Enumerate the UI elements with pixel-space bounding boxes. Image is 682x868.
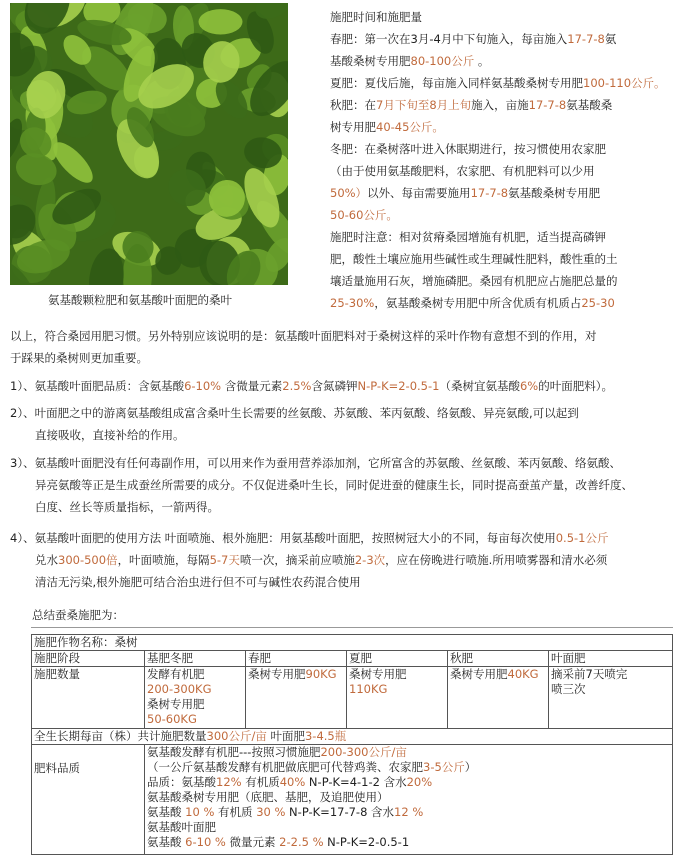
spring-line-1: 春肥：第一次在3月-4月中下旬施入，每亩施入17-7-8氨 [330,32,617,46]
autumn-line-1: 秋肥：在7月下旬至8月上旬施入，亩施17-7-8氨基酸桑 [330,98,613,112]
point-3: 3）、氨基酸叶面肥没有任何毒副作用，可以用来作为蚕用营养添加剂，它所富含的苏氨酸、丝氨酸、苯丙氨酸、络氨酸、 异亮氨酸等正是生成蚕丝所需要的成分。不仅促进桑叶生长，同时促进蚕的健康生长，同时提高蚕茧产量，改善纤度、 白度、丝长等质量指标，一箭两得。 [10,456,633,514]
fertilizer-summary-table [31,634,673,855]
total-cell: 全生长期每亩（株）共计施肥数量300公斤/亩 叶面肥3-4.5瓶 [32,729,673,745]
quality-label-cell: 肥料品质 [32,745,145,855]
stage-spring: 春肥 [246,651,347,667]
winter-amount-cell: 发酵有机肥 200-300KG 桑树专用肥 50-60KG [145,667,246,729]
intro-paragraph: 以上，符合桑园用肥习惯。另外特别应该说明的是：氨基酸叶面肥料对于桑树这样的采叶作物有意想不到的作用，对 于踩果的桑树则更加重要。 [10,329,597,365]
stage-foliar: 叶面肥 [549,651,673,667]
spring-amount-cell: 桑树专用肥90KG [246,667,347,729]
winter-line-1: 冬肥：在桑树落叶进入休眠期进行，按习惯使用农家肥 [330,142,606,156]
autumn-amount-cell: 桑树专用肥40KG [448,667,549,729]
note-line-3: 壤适量施用石灰，增施磷肥。桑园有机肥应占施肥总量的 [330,274,618,288]
note-line-4: 25-30%，氨基酸桑树专用肥中所含优质有机质占25-30 [330,296,615,310]
winter-line-2: （由于使用氨基酸肥料，农家肥、有机肥料可以少用 [330,164,595,178]
table-row [32,745,673,855]
quality-detail-cell: 氨基酸发酵有机肥---按照习惯施肥200-300公斤/亩 （一公斤氨基酸发酵有机肥做底肥可代替鸡粪、农家肥3-5公斤） 品质：氨基酸12% 有机质40% N-P-K=4-1-2 含水20% 氨基酸桑树专用肥（底肥、基肥，及追肥使用） 氨基酸 10 % 有机质 30 % N-P-K=17-7-8 含水12 % 氨基酸叶面肥 氨基酸 6-10 % 微量元素 2-2.5 % N-P-K=2-0.5-1 [145,745,673,855]
fertilization-schedule [330,6,675,314]
leaf-shape [199,9,243,34]
summary-title: 总结蚕桑施肥为： [32,608,124,622]
stage-label-cell: 施肥阶段 [32,651,145,667]
table-row [32,651,673,667]
stage-autumn: 秋肥 [448,651,549,667]
table-row [32,667,673,729]
stage-winter: 基肥冬肥 [145,651,246,667]
note-line-1: 施肥时注意：相对贫瘠桑园增施有机肥，适当提高磷钾 [330,230,606,244]
crop-name-cell: 施肥作物名称：桑树 [32,635,673,651]
amount-label-cell: 施肥数量 [32,667,145,729]
foliar-amount-cell: 摘采前7天喷完 喷三次 [549,667,673,729]
spring-line-2: 基酸桑树专用肥80-100公斤 。 [330,54,490,68]
photo-caption: 氨基酸颗粒肥和氨基酸叶面肥的桑叶 [48,293,232,307]
table-top-divider [31,627,673,634]
winter-line-4: 50-60公斤。 [330,208,398,222]
point-2: 2）、叶面肥之中的游离氨基酸组成富含桑叶生长需要的丝氨酸、苏氨酸、苯丙氨酸、络氨酸、异亮氨酸,可以起到 直接吸收，直接补给的作用。 [10,406,579,442]
point-1: 1）、氨基酸叶面肥品质：含氨基酸6-10% 含微量元素2.5%含氮磷钾N-P-K=2-0.5-1（桑树宜氨基酸6%的叶面肥料）。 [10,379,613,393]
table-row [32,729,673,745]
stage-summer: 夏肥 [347,651,448,667]
mulberry-leaves-photo [10,3,288,285]
summer-amount-cell: 桑树专用肥 110KG [347,667,448,729]
point-4: 4）、氨基酸叶面肥的使用方法 叶面喷施、根外施肥：用氨基酸叶面肥，按照树冠大小的不同，每亩每次使用0.5-1公斤 兑水300-500倍，叶面喷施，每隔5-7天喷一次，摘采前应喷施2-3次，应在傍晚进行喷施.所用喷雾器和清水必须 清洁无污染,根外施肥可结合治虫进行但不可与碱性农药混合使用 [10,531,609,589]
schedule-heading: 施肥时间和施肥量 [330,10,422,24]
summer-line: 夏肥：夏伐后施，每亩施入同样氨基酸桑树专用肥100-110公斤。 [330,76,666,90]
autumn-line-2: 树专用肥40-45公斤。 [330,120,444,134]
note-line-2: 肥，酸性土壤应施用些碱性或生理碱性肥料，酸性重的土 [330,252,618,266]
table-row [32,635,673,651]
winter-line-3: 50%）以外、每亩需要施用17-7-8氨基酸桑树专用肥 [330,186,601,200]
